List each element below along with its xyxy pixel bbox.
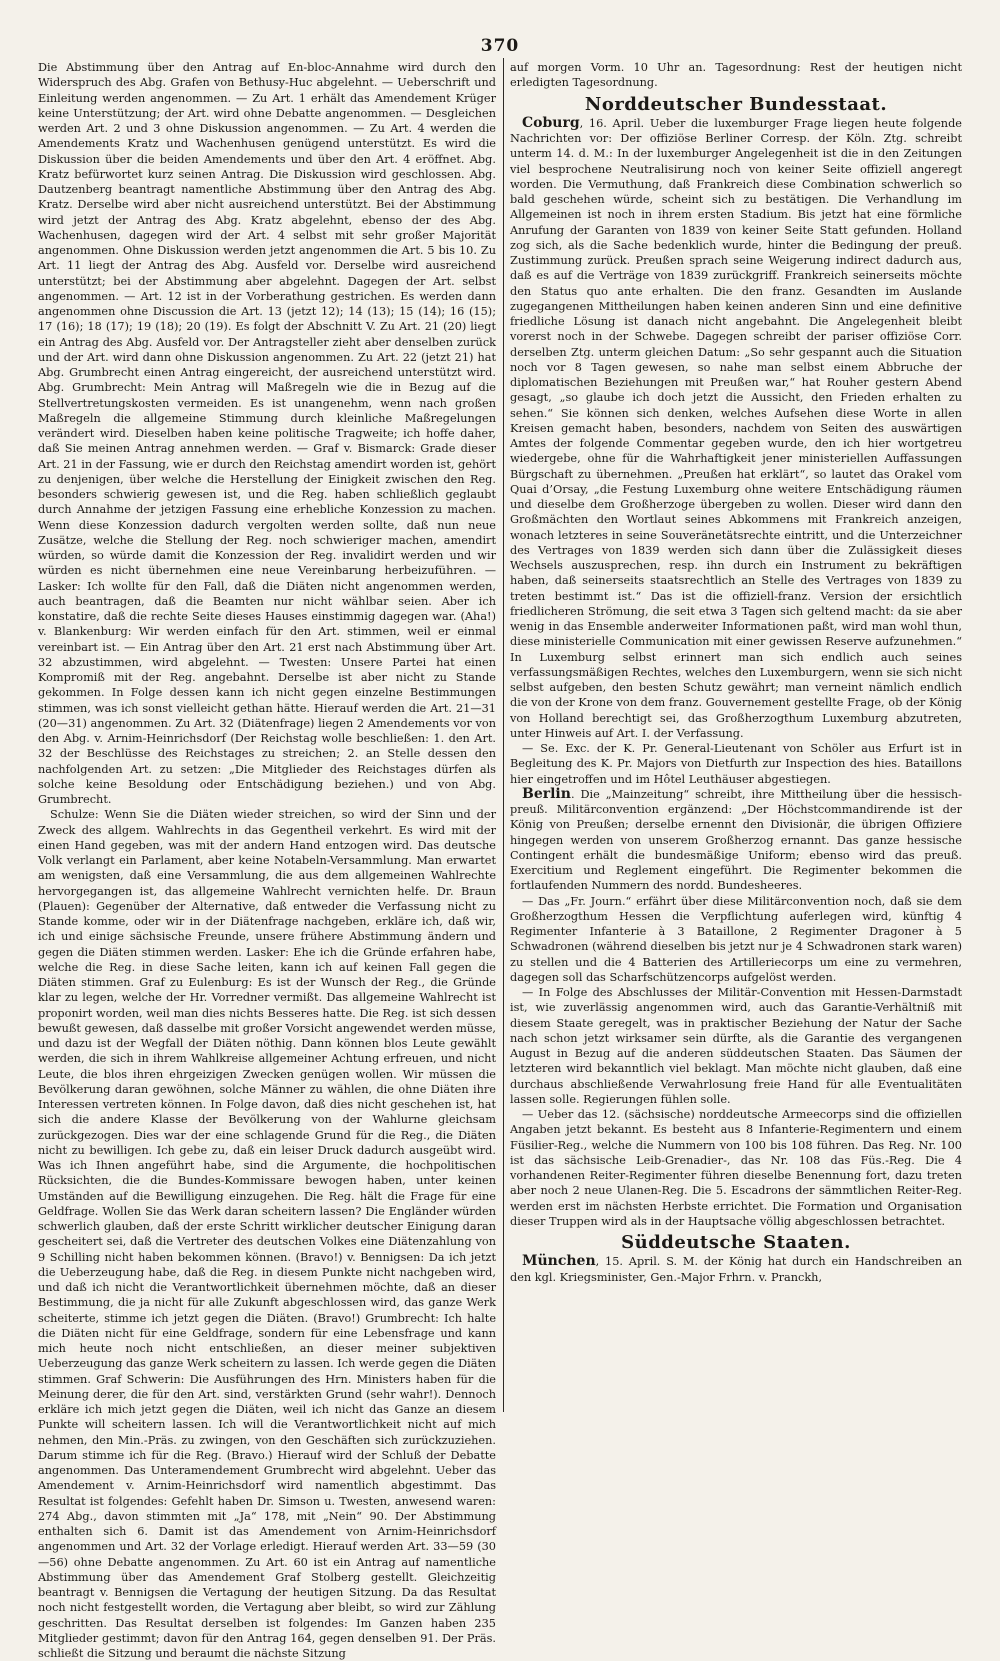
column-rule: [503, 58, 504, 1412]
left-column: [38, 60, 496, 1660]
place-coburg: Coburg: [522, 114, 580, 131]
schoeler-article: — Se. Exc. der K. Pr. General-Lieutenant von Schöler aus Erfurt ist in Begleitung des K. Pr. Majors von Dietfurth zur Inspection des hies. Bataillons hier eingetroffen und im Hôtel Leuthäuser abgestiegen.: [510, 742, 962, 786]
left-paragraph: Schulze: Wenn Sie die Diäten wieder streichen, so wird der Sinn und der Zweck des allgem. Wahlrechts in das Gegentheil verkehrt. Es wird mit der einen Hand gegeben, was mit der andern Hand entzogen wird. Das deutsche Volk verlangt ein Parlament, aber keine Notabeln-Versammlung. Man erwartet am wenigsten, daß eine Versammlung, die aus dem allgemeinen Wahlrechte hervorgegangen ist, das allgemeine Wahlrecht vernichten helfe. Dr. Braun (Plauen): Gegenüber der Alternative, daß entweder die Verfassung nicht zu Stande komme, oder wir in der Diätenfrage nachgeben, erkläre ich, daß wir, ich und einige sächsische Freunde, unsere frühere Abstimmung ändern und gegen die Diäten stimmen werden. Lasker: Ehe ich die Gründe erfahren habe, welche die Reg. in diese Sache leiten, kann ich auf keinen Fall gegen die Diäten stimmen. Graf zu Eulenburg: Es ist der Wunsch der Reg., die Gründe klar zu legen, welche der Hr. Vorredner vermißt. Das allgemeine Wahlrecht ist proponirt worden, weil man dies nichts Besseres hatte. Die Reg. ist sich dessen bewußt gewesen, daß dasselbe mit großer Vorsicht angewendet werden müsse, und dazu ist der Wegfall der Diäten nöthig. Dann können blos Leute gewählt werden, die sich in ihrem Wahlkreise allgemeiner Achtung erfreuen, und nicht Leute, die blos ihren ehrgeizigen Zwecken genügen wollen. Wir müssen die Bevölkerung daran gewöhnen, solche Männer zu wählen, die ohne Diäten ihre Interessen vertreten können. In Folge davon, daß dies nicht geschehen ist, hat sich die andere Klasse der Bevölkerung von der Wahlurne gleichsam zurückgezogen. Dies war der eine schlagende Grund für die Reg., die Diäten nicht zu bewilligen. Ich gebe zu, daß ein leiser Druck dadurch ausgeübt wird. Was ich Ihnen angeführt habe, sind die Argumente, die hochpolitischen Rücksichten, die die Bundes-Kommissare bewogen haben, unter keinen Umständen auf die Bewilligung einzugehen. Die Reg. hält die Frage für eine Geldfrage. Wollen Sie das Werk daran scheitern lassen? Die Engländer würden schwerlich glauben, daß der erste Schritt wirklicher deutscher Einigung daran gescheitert sei, daß die Vertreter des deutschen Volkes eine Diätenzahlung von 9 Schilling nicht haben bekommen können. (Bravo!) v. Bennigsen: Da ich jetzt die Ueberzeugung habe, daß die Reg. in diesem Punkte nicht nachgeben wird, und daß ich nicht die Verantwortlichkeit übernehmen möchte, daß an dieser Bestimmung, die ja nicht für alle Zukunft abgeschlossen wird, das ganze Werk scheiterte, stimme ich jetzt gegen die Diäten. (Bravo!) Grumbrecht: Ich halte die Diäten nicht für eine Geldfrage, sondern für eine Lebensfrage und kann mich heute noch nicht entschließen, an dieser meiner subjektiven Ueberzeugung das ganze Werk scheitern zu lassen. Ich werde gegen die Diäten stimmen. Graf Schwerin: Die Ausführungen des Hrn. Ministers haben für die Meinung derer, die für den Art. sind, verstärkten Grund (sehr wahr!). Dennoch erkläre ich mich jetzt gegen die Diäten, weil ich nicht das Ganze an diesem Punkte will scheitern lassen. Ich will die Verantwortlichkeit nicht auf mich nehmen, den Min.-Präs. zu zwingen, von den Geschäften sich zurückzuziehen. Darum stimme ich für die Reg. (Bravo.) Hierauf wird der Schluß der Debatte angenommen. Das Unteramendement Grumbrecht wird abgelehnt. Ueber das Amendement v. Arnim-Heinrichsdorf wird namentlich abgestimmt. Das Resultat ist folgendes: Gefehlt haben Dr. Simson u. Twesten, anwesend waren: 274 Abg., davon stimmten mit „Ja“ 178, mit „Nein“ 90. Der Abstimmung enthalten sich 6. Damit ist das Amendement von Arnim-Heinrichsdorf angenommen und Art. 32 der Vorlage erledigt. Hierauf werden Art. 33—59 (30—56) ohne Debatte angenommen. Zu Art. 60 ist ein Antrag auf namentliche Abstimmung über das Amendement Graf Stolberg gestellt. Gleichzeitig beantragt v. Bennigsen die Vertagung der heutigen Sitzung. Da das Resultat noch nicht festgestellt worden, die Vertagung aber bleibt, so wird zur Zählung geschritten. Das Resultat derselben ist folgendes: Im Ganzen haben 235 Mitglieder gestimmt; davon für den Antrag 164, gegen denselben 91. Der Präs. schließt die Sitzung und beraumt die nächste Sitzung: [38, 808, 496, 1660]
fr-journ-article: — Das „Fr. Journ.“ erfährt über diese Militärconvention noch, daß sie dem Großherzogthum Hessen die Verpflichtung auferlegen wird, künftig 4 Regimenter Infanterie à 3 Bataillone, 2 Regimenter Dragoner à 5 Schwadronen (während dieselben bis jetzt nur je 4 Schwadronen stark waren) zu stellen und die 4 Batterien des Artilleriecorps um eine zu vermehren, dagegen soll das Scharfschützencorps aufgelöst werden.: [510, 894, 962, 984]
muenchen-text: , 15. April. S. M. der König hat durch ein Handschreiben an den kgl. Kriegsminister, Gen.-Major Frhrn. v. Pranckh,: [510, 1255, 962, 1284]
coburg-text: , 16. April. Ueber die luxemburger Frage liegen heute folgende Nachrichten vor: Der offiziöse Berliner Corresp. der Köln. Ztg. schreibt unterm 14. d. M.: In der luxemburger Angelegenheit ist die in den Zeitungen viel besprochene Neutralisirung noch von keiner Seite offiziell angeregt worden. Die Vermuthung, daß Frankreich diese Combination schwerlich so bald geschehen würde, scheint sich zu bestätigen. Die Verhandlung im Allgemeinen ist noch in ihrem ersten Stadium. Bis jetzt hat eine förmliche Anrufung der Garanten von 1839 von keiner Seite Statt gefunden. Holland zog sich, als die Sache bedenklich wurde, hinter die Bedingung der preuß. Zustimmung zurück. Preußen sprach seine Weigerung indirect dadurch aus, daß es auf die Verträge von 1839 zurückgriff. Frankreich seinerseits möchte den Status quo ante erhalten. Die den franz. Gesandten im Auslande zugegangenen Mittheilungen haben keinen anderen Sinn und eine definitive friedliche Lösung ist danach nicht angebahnt. Die Angelegenheit bleibt vorerst noch in der Schwebe. Dagegen schreibt der pariser offiziöse Corr. derselben Ztg. unterm gleichen Datum: „So sehr gespannt auch die Situation noch vor 8 Tagen gewesen, so nahe man selbst einem Abbruche der diplomatischen Beziehungen mit Preußen war,“ hat Rouher gestern Abend gesagt, „so glaube ich doch jetzt die Aussicht, den Frieden erhalten zu sehen.“ Sie können sich denken, welches Aufsehen diese Worte in allen Kreisen gemacht haben, besonders, nachdem von Seiten des auswärtigen Amtes der folgende Commentar gegeben wurde, den ich hier wortgetreu wiedergebe, ohne für die Wahrhaftigkeit jener ministeriellen Auffassungen Bürgschaft zu übernehmen. „Preußen hat erklärt“, so lautet das Orakel vom Quai d’Orsay, „die Festung Luxemburg ohne weitere Entschädigung räumen und dieselbe dem Großherzoge übergeben zu wollen. Dieser wird dann den Großmächten den Wortlaut seines Abkommens mit Frankreich anzeigen, wonach letzteres in seine Souveränetätsrechte eintritt, und die Unterzeichner des Vertrages von 1839 werden sich dann über die Zulässigkeit dieses Wechsels auszusprechen, resp. ihn durch ein Instrument zu bekräftigen haben, daß seinerseits staatsrechtlich an Stelle des Vertrages von 1839 zu treten bestimmt ist.“ Das ist die offiziell-franz. Version der ersichtlich friedlicheren Strömung, die seit etwa 3 Tagen sich geltend macht: da sie aber wenig in das Ensemble anderweiter Informationen paßt, wird man wohl thun, diese ministerielle Communication mit einer gewissen Reserve aufzunehmen.“ In Luxemburg selbst erinnert man sich endlich auch seines verfassungsmäßigen Rechtes, welches den Luxemburgern, wenn sie sich nicht selbst aufgeben, den besten Schutz gewährt; man verneint nämlich endlich die von der Krone von dem franz. Gouvernement gestellte Frage, ob der König von Holland berechtigt sei, das Großherzogthum Luxemburg abzutreten, unter Hinweis auf Art. I. der Verfassung.: [510, 116, 962, 740]
armeecorps-article: — Ueber das 12. (sächsische) norddeutsche Armeecorps sind die offiziellen Angaben jetzt bekannt. Es besteht aus 8 Infanterie-Regimentern und einem Füsilier-Reg., welche die Nummern von 100 bis 108 führen. Das Reg. Nr. 100 ist das sächsische Leib-Grenadier-, das Nr. 108 das Füs.-Reg. Die 4 vorhandenen Reiter-Regimenter führen dieselbe Benennung fort, dazu treten aber noch 2 neue Ulanen-Reg. Die 5. Escadrons der sämmtlichen Reiter-Reg. werden erst im nächsten Herbste errichtet. Die Formation und Organisation dieser Truppen wird als in der Hauptsache völlig abgeschlossen betrachtet.: [510, 1108, 962, 1228]
right-intro: auf morgen Vorm. 10 Uhr an. Tagesordnung: Rest der heutigen nicht erledigten Tagesordnung.: [510, 61, 962, 90]
right-column: [510, 60, 962, 1412]
place-muenchen: München: [522, 1253, 596, 1270]
section-heading-sueddeutsche: Süddeutsche Staaten.: [621, 1232, 851, 1253]
berlin-article: [510, 787, 962, 894]
section-heading-norddeutscher: Norddeutscher Bundesstaat.: [584, 93, 888, 115]
place-berlin: Berlin: [522, 785, 571, 802]
page-number: 370: [480, 36, 520, 56]
muenchen-article: [510, 1254, 962, 1285]
left-paragraph: Die Abstimmung über den Antrag auf En-bloc-Annahme wird durch den Widerspruch des Abg. Grafen von Bethusy-Huc abgelehnt. — Ueberschrift und Einleitung werden angenommen. — Zu Art. 1 erhält das Amendement Krüger keine Unterstützung; der Art. wird ohne Debatte angenommen. — Desgleichen werden Art. 2 und 3 ohne Diskussion angenommen. — Zu Art. 4 werden die Amendements Kratz und Wachenhusen genügend unterstützt. Es wird die Diskussion über die beiden Amendements und über den Art. 4 eröffnet. Abg. Kratz befürwortet kurz seinen Antrag. Die Diskussion wird geschlossen. Abg. Dautzenberg beantragt namentliche Abstimmung über den Antrag des Abg. Kratz. Derselbe wird aber nicht ausreichend unterstützt. Bei der Abstimmung wird jetzt der Antrag des Abg. Kratz abgelehnt, ebenso der des Abg. Wachenhusen, dagegen wird der Art. 4 selbst mit sehr großer Majorität angenommen. Ohne Diskussion werden jetzt angenommen die Art. 5 bis 10. Zu Art. 11 liegt der Antrag des Abg. Ausfeld vor. Derselbe wird ausreichend unterstützt; bei der Abstimmung aber abgelehnt. Dagegen der Art. selbst angenommen. — Art. 12 ist in der Vorberathung gestrichen. Es werden dann angenommen ohne Discussion die Art. 13 (jetzt 12); 14 (13); 15 (14); 16 (15); 17 (16); 18 (17); 19 (18); 20 (19). Es folgt der Abschnitt V. Zu Art. 21 (20) liegt ein Antrag des Abg. Ausfeld vor. Der Antragsteller zieht aber denselben zurück und der Art. wird dann ohne Diskussion angenommen. Zu Art. 22 (jetzt 21) hat Abg. Grumbrecht einen Antrag eingereicht, der ausreichend unterstützt wird. Abg. Grumbrecht: Mein Antrag will Maßregeln wie die in Bezug auf die Stellvertretungskosten vermeiden. Es ist unangenehm, wenn nach großen Maßregeln die allgemeine Stimmung durch kleinliche Maßregelungen verändert wird. Dieselben haben keine politische Tragweite; ich hoffe daher, daß Sie meinen Antrag annehmen werden. — Graf v. Bismarck: Grade dieser Art. 21 in der Fassung, wie er durch den Reichstag amendirt worden ist, gehört zu denjenigen, über welche die Herstellung der Einigkeit zwischen den Reg. besonders schwierig gewesen ist, und die Reg. haben schließlich geglaubt durch Annahme der jetzigen Fassung eine erhebliche Konzession zu machen. Wenn diese Konzession dadurch vergolten werden sollte, daß nun neue Zusätze, welche die Stellung der Reg. noch schwieriger machen, amendirt würden, so würde damit die Konzession der Reg. invalidirt werden und wir würden es nicht übernehmen eine neue Vereinbarung herbeizuführen. — Lasker: Ich wollte für den Fall, daß die Diäten nicht angenommen werden, auch beantragen, daß die Beamten nur nicht wählbar seien. Aber ich konstatire, daß die rechte Seite dieses Hauses einstimmig dagegen war. (Aha!) v. Blankenburg: Wir werden einfach für den Art. stimmen, weil er einmal vereinbart ist. — Ein Antrag über den Art. 21 erst nach Abstimmung über Art. 32 abzustimmen, wird abgelehnt. — Twesten: Unsere Partei hat einen Kompromiß mit der Reg. angebahnt. Derselbe ist aber nicht zu Stande gekommen. In Folge dessen kann ich nicht gegen einzelne Bestimmungen stimmen, was ich sonst vielleicht gethan hätte. Hierauf werden die Art. 21—31 (20—31) angenommen. Zu Art. 32 (Diätenfrage) liegen 2 Amendements vor von den Abg. v. Arnim-Heinrichsdorf (Der Reichstag wolle beschließen: 1. den Art. 32 der Beschlüsse des Reichstages zu streichen; 2. an Stelle dessen den nachfolgenden Art. zu setzen: „Die Mitglieder des Reichstages dürfen als solche keine Besoldung oder Entschädigung beziehen.) und von Abg. Grumbrecht.: [38, 61, 496, 806]
coburg-article: [510, 116, 962, 741]
berlin-text: . Die „Mainzeitung“ schreibt, ihre Mittheilung über die hessisch-preuß. Militärconvention ergänzend: „Der Höchstcommandirende ist der König von Preußen; derselbe ernennt den Divisionär, die übrigen Offiziere hingegen werden von unserem Großherzog ernannt. Das ganze hessische Contingent erhält die bundesmäßige Uniform; ebenso wird das preuß. Exercitium und Reglement eingeführt. Die Regimenter bekommen die fortlaufenden Nummern des nordd. Bundesheeres.: [510, 787, 962, 893]
folge-article: — In Folge des Abschlusses der Militär-Convention mit Hessen-Darmstadt ist, wie zuverlässig angenommen wird, auch das Garantie-Verhältniß mit diesem Staate geregelt, was in praktischer Beziehung der Natur der Sache nach schon jetzt wirksamer sein dürfte, als die Garantie des vergangenen August in Bezug auf die anderen süddeutschen Staaten. Das Säumen der letzteren wird bekanntlich viel beklagt. Man möchte nicht glauben, daß eine durchaus abschließende Verwahrlosung freie Hand für alle Eventualitäten lassen solle. Regierungen fühlen solle.: [510, 986, 962, 1106]
